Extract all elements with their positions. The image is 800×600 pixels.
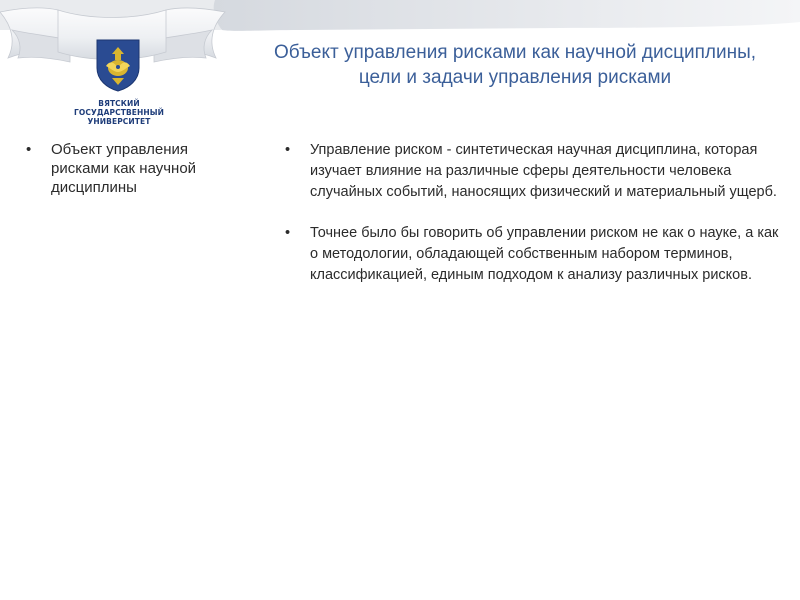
bullet-icon: • bbox=[285, 142, 291, 158]
logo-line-1: ВЯТСКИЙ bbox=[98, 99, 140, 108]
slide-title: Объект управления рисками как научной дисциплины, цели и задачи управления рисками bbox=[273, 42, 756, 88]
right-bullet-item bbox=[285, 140, 790, 203]
right-bullet-list bbox=[285, 140, 790, 286]
left-bullet-item bbox=[26, 140, 241, 197]
right-bullet-text: Точнее было бы говорить об управлении риском не как о науке, а как о методологии, обладающей собственным набором терминов, классификацией, единым подходом к анализу различных рисков. bbox=[310, 225, 779, 283]
logo-line-2: ГОСУДАРСТВЕННЫЙ bbox=[74, 108, 164, 117]
logo-line-3: УНИВЕРСИТЕТ bbox=[87, 117, 151, 126]
bullet-icon: • bbox=[26, 141, 32, 158]
university-logo-text bbox=[74, 99, 164, 126]
right-bullet-text: Управление риском - синтетическая научная дисциплина, которая изучает влияние на различные сферы деятельности человека случайных событий, наносящих физический и материальный ущерб. bbox=[310, 142, 777, 200]
right-bullet-item bbox=[285, 223, 790, 286]
left-bullet-text: Объект управления рисками как научной дисциплины bbox=[51, 141, 197, 196]
university-crest-icon bbox=[95, 38, 141, 92]
bullet-icon: • bbox=[285, 225, 291, 241]
left-bullet-list bbox=[26, 140, 241, 197]
ribbon-tab bbox=[214, 0, 800, 31]
